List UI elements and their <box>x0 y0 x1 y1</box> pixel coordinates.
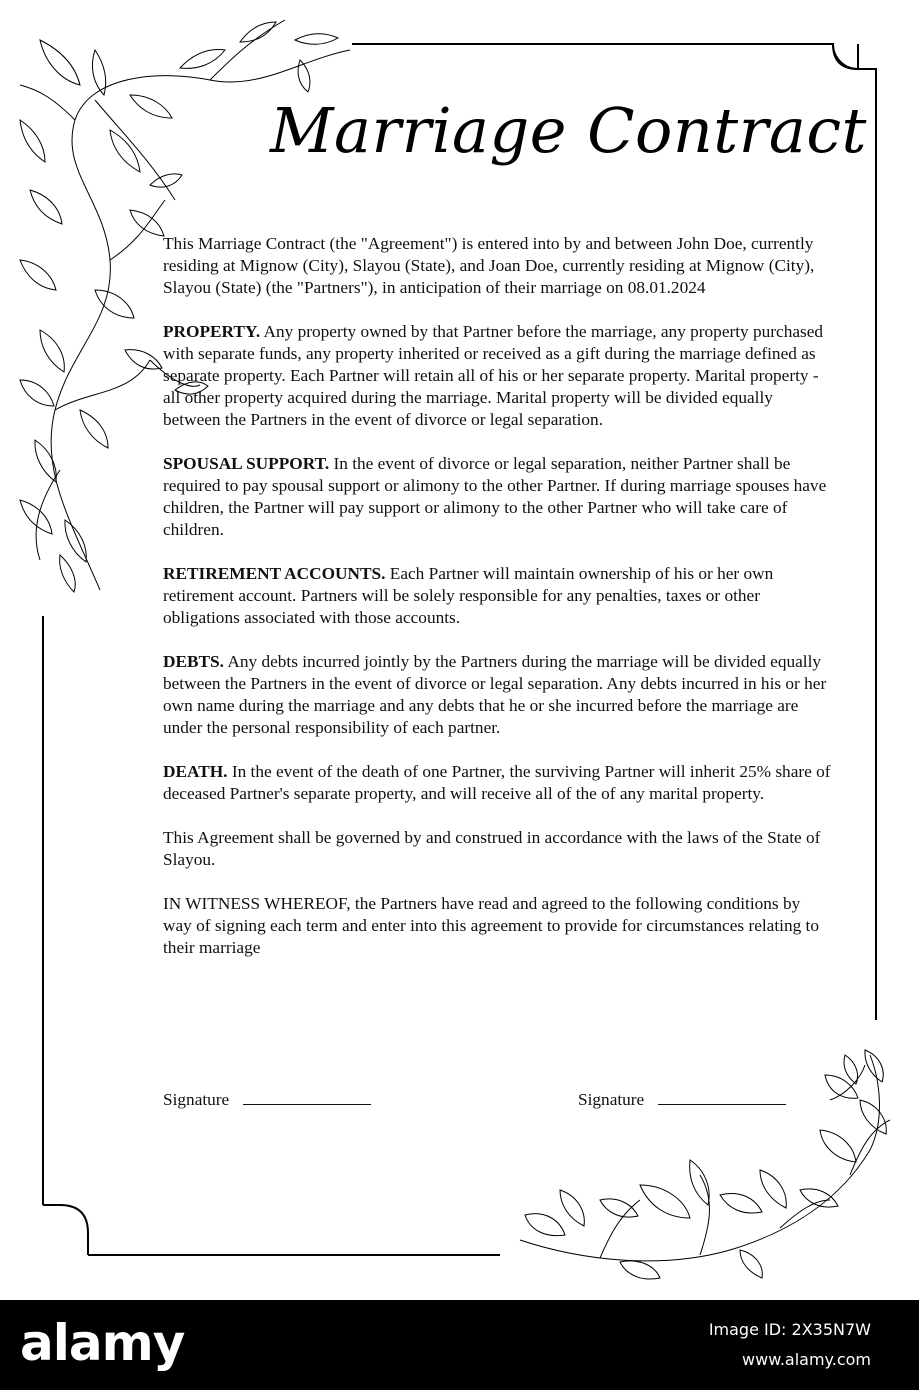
governing-law-paragraph: This Agreement shall be governed by and construed in accordance with the laws of the State of Slayou. <box>163 828 821 869</box>
section-spousal-support <box>163 453 831 541</box>
site-url: www.alamy.com <box>742 1350 871 1369</box>
signature-line[interactable] <box>243 1090 371 1105</box>
section-text: In the event of divorce or legal separation, neither Partner shall be required to pay spousal support or alimony to the other Partner. If during marriage spouses have children, the Partner will pay support or alimony to the other Partner who will take care of children. <box>163 454 827 539</box>
leafy-branch-ornament-icon <box>520 1050 890 1279</box>
signature-line[interactable] <box>658 1090 786 1105</box>
section-text: In the event of the death of one Partner, the surviving Partner will inherit 25% share of deceased Partner's separate property, and will receive all of the of any marital property. <box>163 762 831 803</box>
section-heading: RETIREMENT ACCOUNTS. <box>163 564 386 583</box>
contract-body <box>163 233 831 981</box>
brand-logo: alamy <box>20 1314 185 1372</box>
signature-right <box>578 1090 786 1110</box>
section-heading: PROPERTY. <box>163 322 261 341</box>
section-property <box>163 321 831 431</box>
signature-left <box>163 1090 371 1110</box>
section-heading: DEBTS. <box>163 652 224 671</box>
signature-label: Signature <box>578 1090 645 1109</box>
section-heading: DEATH. <box>163 762 228 781</box>
image-id-label: Image ID: 2X35N7W <box>708 1320 871 1339</box>
watermark-footer <box>0 1300 919 1390</box>
section-text: Any property owned by that Partner before the marriage, any property purchased with separate funds, any property inherited or received as a gift during the marriage defined as separate property. Each Partner will retain all of his or her separate property. Marital property - all other property acquired during the marriage. Marital property will be divided equally between the Partners in the event of divorce or legal separation. <box>163 322 824 429</box>
intro-paragraph: This Marriage Contract (the "Agreement") is entered into by and between John Doe, currently residing at Mignow (City), Slayou (State), and Joan Doe, currently residing at Mignow (City), Slayou (State) (the "Partners"), in anticipation of their marriage on 08.01.2024 <box>163 234 815 297</box>
witness-paragraph: IN WITNESS WHEREOF, the Partners have read and agreed to the following conditions by way of signing each term and enter into this agreement to provide for circumstances relating to their marriage <box>163 894 819 957</box>
section-debts <box>163 651 831 739</box>
document-title: Marriage Contract <box>270 94 867 167</box>
signature-label: Signature <box>163 1090 230 1109</box>
section-text: Each Partner will maintain ownership of his or her own retirement account. Partners will be solely responsible for any penalties, taxes or other obligations associated with those accounts. <box>163 564 774 627</box>
section-retirement-accounts <box>163 563 831 629</box>
section-text: Any debts incurred jointly by the Partners during the marriage will be divided equally between the Partners in the event of divorce or legal separation. Any debts incurred in his or her own name during the marriage and any debts that he or she incurred before the marriage are under the personal responsibility of each partner. <box>163 652 827 737</box>
section-heading: SPOUSAL SUPPORT. <box>163 454 330 473</box>
section-death <box>163 761 831 805</box>
